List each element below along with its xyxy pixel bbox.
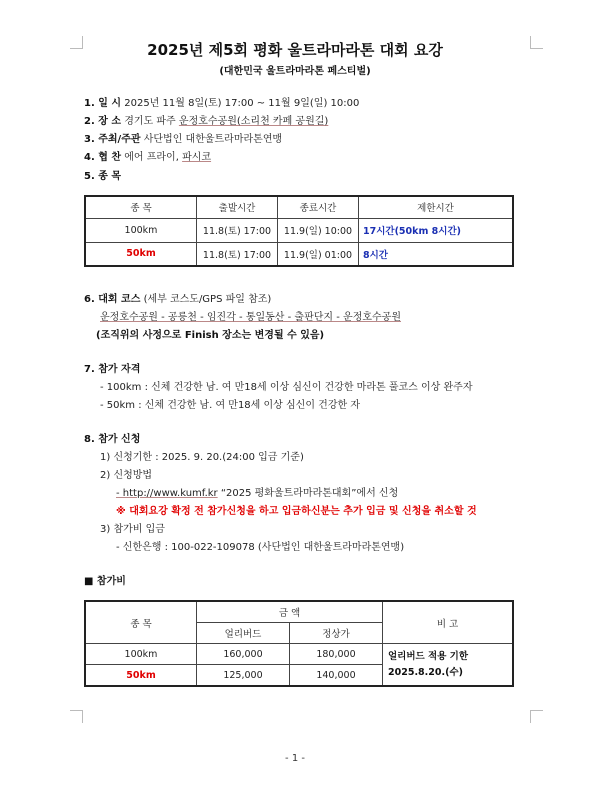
item-eligibility bbox=[84, 363, 140, 377]
events-table-row bbox=[85, 218, 513, 242]
events-header-end: 종료시간 bbox=[278, 196, 359, 218]
fee-note-line2: 2025.8.20.(수) bbox=[388, 666, 463, 678]
event-limit: 8시간 bbox=[359, 242, 514, 266]
fee-event: 50km bbox=[85, 665, 197, 687]
item-datetime bbox=[84, 97, 359, 111]
fee-note-line1: 얼리버드 적용 기한 bbox=[388, 650, 469, 662]
registration-warning: ※ 대회요강 확정 전 참가신청을 하고 입금하신분는 추가 입금 및 신청을 취소할 것 bbox=[116, 506, 477, 517]
item-events bbox=[84, 170, 121, 184]
registration-url-line bbox=[116, 487, 398, 501]
item-sponsor-text-a: 에어 프라이, bbox=[124, 152, 183, 163]
fee-normal: 140,000 bbox=[290, 665, 383, 687]
page-number: - 1 - bbox=[285, 753, 305, 764]
event-start: 11.8(토) 17:00 bbox=[197, 242, 278, 266]
fee-header-amount: 금 액 bbox=[197, 601, 383, 623]
item-course bbox=[84, 293, 271, 307]
fee-section-heading: ■ 참가비 bbox=[84, 576, 126, 587]
document-subtitle: (대한민국 울트라마라톤 페스티벌) bbox=[219, 66, 371, 77]
event-name: 100km bbox=[85, 218, 197, 242]
item-sponsor bbox=[84, 151, 211, 165]
fee-header-note: 비 고 bbox=[383, 601, 514, 644]
item-organizer-text: 사단법인 대한울트라마라톤연맹 bbox=[143, 134, 283, 145]
event-end: 11.9(일) 10:00 bbox=[278, 218, 359, 242]
item-sponsor-label: 4. 협 찬 bbox=[84, 152, 122, 163]
fee-table-header-row bbox=[85, 601, 513, 623]
eligibility-50km: - 50km : 신체 건강한 남. 여 만18세 이상 심신이 건강한 자 bbox=[100, 400, 360, 411]
registration-bank-account: - 신한은행 : 100-022-109078 (사단법인 대한울트라마라톤연맹) bbox=[116, 542, 405, 553]
item-course-note: (세부 코스도/GPS 파일 참조) bbox=[143, 294, 272, 305]
item-eligibility-label: 7. 참가 자격 bbox=[84, 364, 141, 375]
events-header-start: 출발시간 bbox=[197, 196, 278, 218]
events-table-header bbox=[85, 196, 513, 218]
item-sponsor-text-b: 파시코 bbox=[182, 152, 212, 163]
fee-header-normal: 정상가 bbox=[290, 623, 383, 644]
item-organizer-label: 3. 주최/주관 bbox=[84, 134, 141, 145]
events-table bbox=[84, 195, 514, 267]
fee-early: 160,000 bbox=[197, 644, 290, 665]
event-start: 11.8(토) 17:00 bbox=[197, 218, 278, 242]
events-header-event: 종 목 bbox=[85, 196, 197, 218]
event-end: 11.9(일) 01:00 bbox=[278, 242, 359, 266]
fee-header-event: 종 목 bbox=[85, 601, 197, 644]
item-registration-label: 8. 참가 신청 bbox=[84, 434, 141, 445]
item-venue-label: 2. 장 소 bbox=[84, 116, 122, 127]
fee-early: 125,000 bbox=[197, 665, 290, 687]
fee-header-early: 얼리버드 bbox=[197, 623, 290, 644]
item-venue-region: 경기도 파주 bbox=[124, 116, 179, 127]
registration-url-text: “2025 평화울트라마라톤대회”에서 신청 bbox=[217, 488, 399, 499]
item-organizer bbox=[84, 133, 282, 147]
registration-deadline: 1) 신청기한 : 2025. 9. 20.(24:00 입금 기준) bbox=[100, 452, 304, 463]
course-route: 운정호수공원 - 공릉천 - 임진각 - 통일동산 - 출판단지 - 운정호수공원 bbox=[100, 312, 401, 323]
item-venue-park: 운정호수공원(소리천 카페 공원길) bbox=[178, 116, 329, 127]
registration-method: 2) 신청방법 bbox=[100, 470, 153, 481]
registration-fee-payment: 3) 참가비 입금 bbox=[100, 524, 165, 535]
fee-table bbox=[84, 600, 514, 687]
course-warning: (조직위의 사정으로 Finish 장소는 변경될 수 있음) bbox=[96, 330, 325, 341]
item-course-label: 6. 대회 코스 bbox=[84, 294, 141, 305]
events-header-limit: 제한시간 bbox=[359, 196, 514, 218]
registration-url-link[interactable]: - http://www.kumf.kr bbox=[116, 488, 218, 499]
item-datetime-label: 1. 일 시 bbox=[84, 98, 122, 109]
crop-mark-bottom-left bbox=[70, 710, 83, 723]
fee-normal: 180,000 bbox=[290, 644, 383, 665]
item-registration bbox=[84, 433, 140, 447]
event-name: 50km bbox=[85, 242, 197, 266]
item-venue bbox=[84, 115, 328, 129]
item-datetime-text: 2025년 11월 8일(토) 17:00 ~ 11월 9일(일) 10:00 bbox=[124, 98, 360, 109]
fee-note bbox=[383, 644, 514, 687]
fee-table-row bbox=[85, 644, 513, 665]
events-table-row bbox=[85, 242, 513, 266]
fee-event: 100km bbox=[85, 644, 197, 665]
event-limit: 17시간(50km 8시간) bbox=[359, 218, 514, 242]
document-title: 2025년 제5회 평화 울트라마라톤 대회 요강 bbox=[147, 41, 443, 59]
crop-mark-bottom-right bbox=[530, 710, 543, 723]
item-events-label: 5. 종 목 bbox=[84, 171, 122, 182]
eligibility-100km: - 100km : 신체 건강한 남. 여 만18세 이상 심신이 건강한 마라톤 풀코스 이상 완주자 bbox=[100, 382, 473, 393]
